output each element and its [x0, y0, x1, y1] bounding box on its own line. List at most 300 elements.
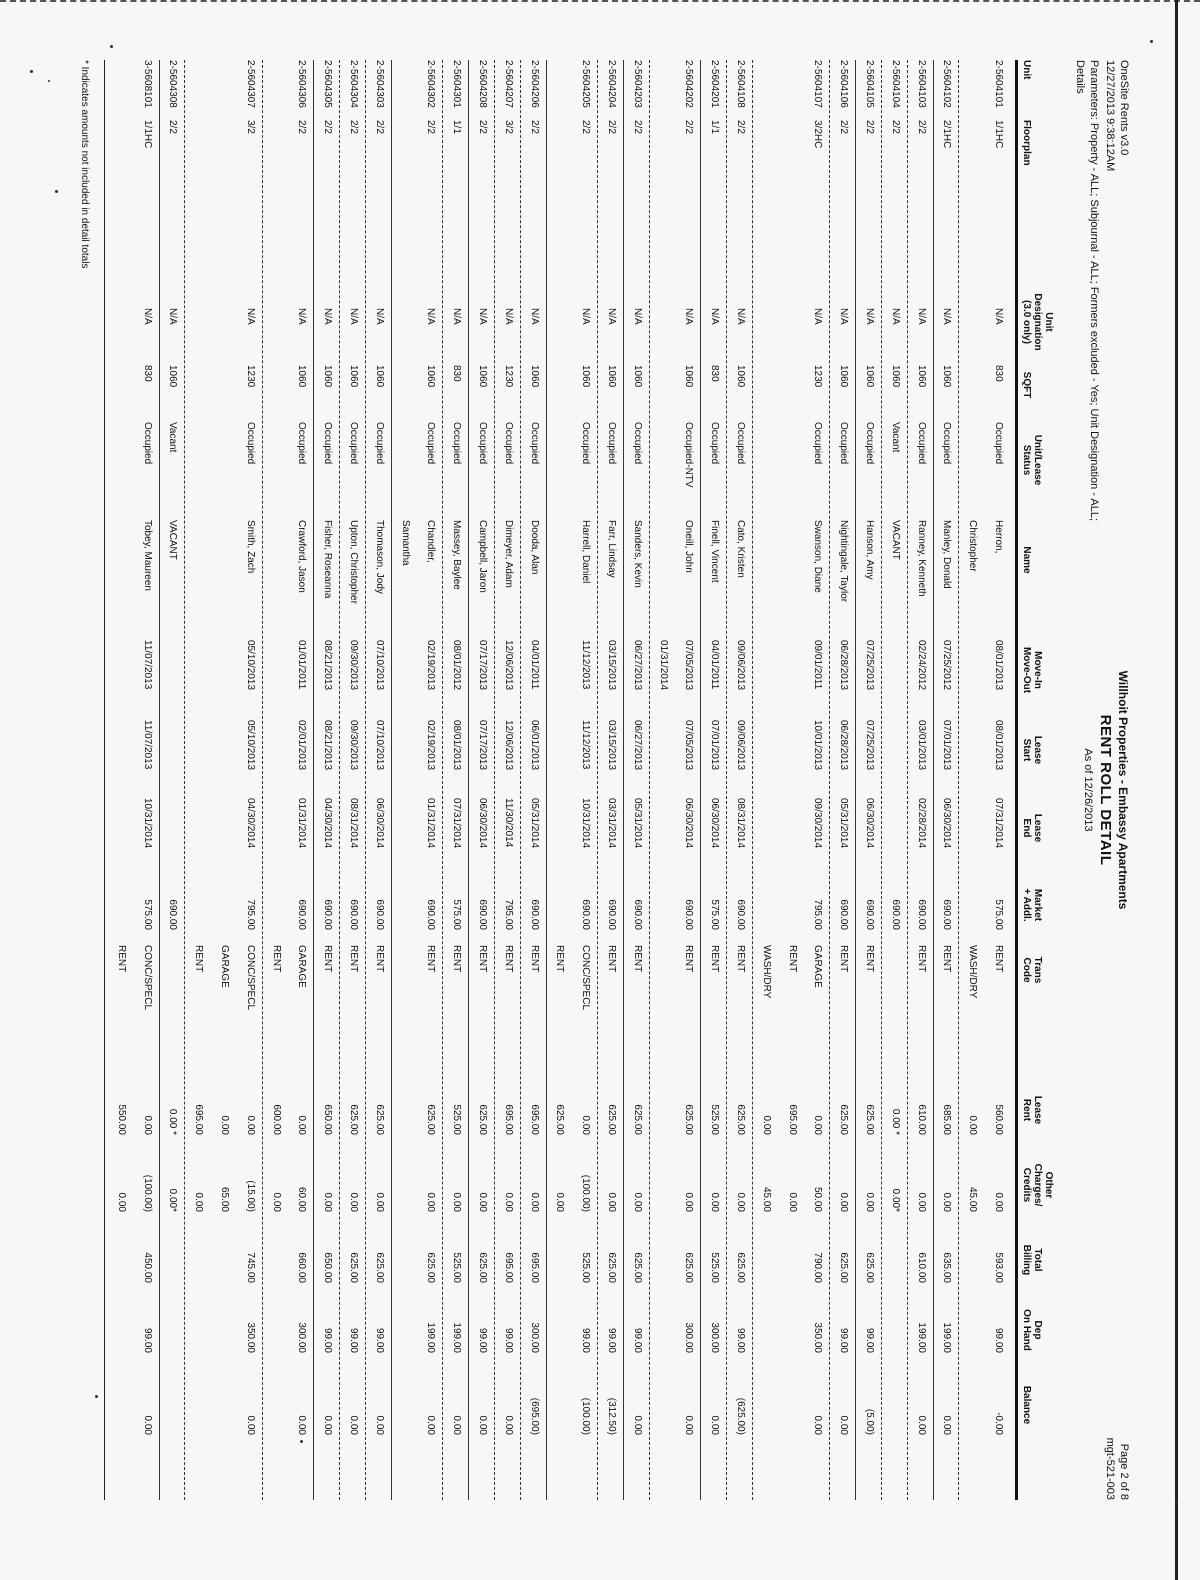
cell-des: N/A [838, 308, 850, 325]
cell-rent: 0.00 [219, 1115, 230, 1135]
cell-rent: 0.00 [296, 1115, 308, 1135]
cell-sqft: 1060 [322, 365, 334, 388]
cell-bal: 0.00 [348, 1415, 359, 1435]
cell-code: GARAGE [812, 945, 824, 988]
cell-fp: 2/2 [425, 120, 437, 134]
cell-bal: 0.00 [683, 1415, 695, 1435]
cell-bal: 0.00 [941, 1415, 953, 1435]
cell-des: N/A [941, 308, 953, 325]
cell-unit: 2-5604208 [477, 60, 488, 108]
cell-fp: 3/2 [502, 120, 514, 134]
cell-unit: 2-5604101 [993, 60, 1004, 108]
cell-name: Cato, Kristen [735, 520, 746, 578]
cell-name: Campbell, Jaron [477, 520, 488, 593]
cell-name: Sanders, Kevin [631, 520, 643, 588]
scan-speck [1150, 40, 1153, 43]
cell-mi: 07/05/2013 [683, 640, 695, 691]
col-status-line1: Unit/Lease [1032, 434, 1043, 486]
cell-status: Occupied [348, 422, 359, 465]
cell-rent: 525.00 [451, 1104, 463, 1135]
cell-fp: 2/2 [167, 120, 179, 134]
col-move-in [1021, 635, 1043, 705]
cell-unit: 2-5604301 [451, 60, 463, 108]
cell-dep: 99.00 [735, 1327, 746, 1353]
cell-mi: 02/24/2012 [915, 640, 927, 691]
scan-speck [55, 190, 58, 193]
cell-unit: 3-5608101 [141, 60, 153, 108]
cell-unit: 2-5604202 [683, 60, 695, 108]
cell-bal: 0.00 [425, 1415, 437, 1435]
cell-name: Dimeyer, Adam [502, 520, 514, 588]
cell-des: N/A [296, 308, 308, 325]
cell-rent: 695.00 [193, 1104, 205, 1135]
cell-fp: 2/2 [373, 120, 385, 134]
cell-code: RENT [786, 945, 798, 973]
cell-oth: 0.00 [322, 1192, 334, 1212]
cell-rent: 0.00 * [889, 1108, 901, 1135]
cell-code: RENT [683, 945, 695, 973]
cell-dep: 99.00 [141, 1327, 153, 1353]
scan-speck [95, 1395, 98, 1398]
cell-le: 03/31/2014 [606, 798, 617, 849]
cell-oth: 0.00 [193, 1192, 205, 1212]
cell-mkt: 690.00 [425, 899, 437, 930]
cell-unit: 2-5604302 [425, 60, 437, 108]
cell-oth: 65.00 [219, 1186, 230, 1212]
cell-des: N/A [244, 308, 256, 325]
cell-oth: 0.00 [786, 1192, 798, 1212]
cell-oth: 0.00 [915, 1192, 927, 1212]
cell-bal: 0.00 [373, 1415, 385, 1435]
cell-mi: 06/28/2013 [838, 640, 850, 691]
cell-oth: 0.00 [838, 1192, 850, 1212]
cell-oth: 50.00 [812, 1186, 824, 1212]
cell-status: Occupied [606, 422, 617, 465]
row-divider [520, 60, 521, 1500]
cell-sqft: 1060 [528, 365, 540, 388]
cell-le: 10/31/2014 [580, 798, 592, 849]
cell-dep: 199.00 [915, 1322, 927, 1353]
cell-oth: 0.00 [270, 1192, 282, 1212]
cell-rent: 695.00 [528, 1104, 540, 1135]
cell-mkt: 795.00 [812, 899, 824, 930]
cell-rent: 0.00 * [167, 1108, 179, 1135]
cell-ls: 05/10/2013 [244, 720, 256, 771]
cell-tot: 625.00 [425, 1252, 437, 1283]
cell-name: Hanson, Amy [864, 520, 875, 580]
cell-tot: 625.00 [348, 1252, 359, 1283]
cell-status: Vacant [889, 422, 901, 453]
cell-sqft: 1060 [631, 365, 643, 388]
cell-unit: 2-5604104 [889, 60, 901, 108]
scan-speck [300, 1440, 303, 1443]
cell-name: Thomason, Jody [373, 520, 385, 594]
row-divider [829, 60, 830, 1500]
cell-ls: 11/12/2013 [580, 720, 592, 770]
row-divider [365, 60, 366, 1500]
cell-dep: 99.00 [864, 1327, 875, 1353]
cell-oth: 0.00 [864, 1192, 875, 1212]
cell-mkt: 690.00 [915, 899, 927, 930]
scan-speck [30, 70, 33, 73]
cell-status: Occupied [993, 422, 1004, 465]
cell-des: N/A [580, 308, 592, 325]
cell-des: N/A [322, 308, 334, 325]
col-designation [1021, 282, 1054, 362]
cell-dep: 99.00 [838, 1327, 850, 1353]
cell-name: Samantha [399, 520, 411, 566]
scan-edge-right [1175, 0, 1178, 1580]
row-divider [262, 60, 263, 1500]
cell-unit: 2-5604108 [735, 60, 746, 108]
cell-le: 08/31/2014 [348, 798, 359, 849]
cell-sqft: 1230 [812, 365, 824, 388]
cell-fp: 2/2 [735, 120, 746, 134]
cell-unit: 2-5604203 [631, 60, 643, 108]
cell-code: CONC/SPECL [244, 945, 256, 1011]
col-lease-end-line2: End [1021, 818, 1032, 838]
cell-sqft: 1060 [606, 365, 617, 388]
cell-mi: 04/01/2011 [528, 640, 540, 690]
cell-bal: 0.00 [631, 1415, 643, 1435]
cell-bal: 0.00 [244, 1415, 256, 1435]
cell-mkt: 795.00 [244, 899, 256, 930]
cell-sqft: 1060 [838, 365, 850, 388]
cell-status: Occupied-NTV [683, 422, 695, 488]
cell-unit: 2-5604201 [709, 60, 721, 108]
cell-ls: 08/01/2013 [451, 720, 463, 771]
cell-le: 06/30/2014 [373, 798, 385, 849]
col-lease-rent-line1: Lease [1032, 1095, 1043, 1125]
cell-code: CONC/SPECL [580, 945, 592, 1011]
cell-mkt: 690.00 [373, 899, 385, 930]
cell-name: Fisher, Roseanna [322, 520, 334, 599]
cell-mi: 06/27/2013 [631, 640, 643, 691]
cell-mkt: 575.00 [451, 899, 463, 930]
cell-dep: 350.00 [244, 1322, 256, 1353]
col-deposit [1021, 1300, 1043, 1360]
row-divider [391, 60, 392, 1500]
cell-name: Manley, Donald [941, 520, 953, 589]
cell-tot: 525.00 [580, 1252, 592, 1283]
cell-code: RENT [993, 945, 1004, 973]
cell-tot: 450.00 [141, 1252, 153, 1283]
cell-le: 05/31/2014 [631, 798, 643, 849]
col-lease-rent [1021, 1080, 1043, 1140]
cell-le: 05/31/2014 [528, 798, 540, 849]
row-divider [159, 60, 160, 1500]
cell-bal: (100.00) [580, 1397, 592, 1435]
cell-des: N/A [373, 308, 385, 325]
cell-des: N/A [683, 308, 695, 325]
cell-name: Harrell, Daniel [580, 520, 592, 584]
cell-des: N/A [502, 308, 514, 325]
cell-bal: 0.00 [709, 1415, 721, 1435]
cell-tot: 610.00 [915, 1252, 927, 1283]
row-divider [700, 60, 701, 1500]
cell-oth: 0.00 [115, 1192, 127, 1212]
cell-mi: 01/01/2011 [296, 640, 308, 690]
cell-code: RENT [425, 945, 437, 973]
cell-rent: 0.00 [967, 1115, 979, 1135]
row-divider [442, 60, 443, 1500]
row-divider [623, 60, 624, 1500]
cell-code: RENT [838, 945, 850, 973]
cell-code: RENT [193, 945, 205, 973]
cell-bal: 0.00 [838, 1415, 850, 1435]
cell-sqft: 1060 [167, 365, 179, 388]
cell-rent: 625.00 [838, 1104, 850, 1135]
row-divider [313, 60, 314, 1500]
cell-fp: 2/2 [606, 120, 617, 134]
col-market-line2: + Addl. [1021, 888, 1032, 922]
col-other-line1: Other [1043, 1171, 1054, 1199]
col-lease-start-line1: Lease [1032, 735, 1043, 765]
cell-mi: 03/15/2013 [606, 640, 617, 691]
cell-le: 10/31/2014 [141, 798, 153, 849]
cell-fp: 2/2 [348, 120, 359, 134]
cell-tot: 660.00 [296, 1252, 308, 1283]
cell-unit: 2-5604103 [915, 60, 927, 108]
col-lease-start-line2: Start [1021, 738, 1032, 762]
cell-le: 05/31/2014 [838, 798, 850, 849]
cell-unit: 2-5604304 [348, 60, 359, 108]
cell-le: 07/31/2014 [993, 798, 1004, 849]
cell-name: Crawford, Jason [296, 520, 308, 593]
cell-fp: 2/2 [322, 120, 334, 134]
cell-code: RENT [915, 945, 927, 973]
row-divider [855, 60, 856, 1500]
col-move-in-line2: Move-Out [1021, 646, 1032, 694]
cell-mi: 11/07/2013 [141, 640, 153, 690]
cell-tot: 625.00 [631, 1252, 643, 1283]
cell-mi: 07/25/2013 [864, 640, 875, 691]
cell-oth: 60.00 [296, 1186, 308, 1212]
cell-status: Occupied [373, 422, 385, 465]
cell-name: Oneill, John [683, 520, 695, 573]
cell-code: WASH/DRY [967, 945, 979, 999]
cell-fp: 2/2 [631, 120, 643, 134]
cell-mkt: 575.00 [709, 899, 721, 930]
cell-oth: 0.00 [373, 1192, 385, 1212]
cell-mi: 09/06/2013 [735, 640, 746, 691]
cell-dep: 99.00 [502, 1327, 514, 1353]
cell-code: RENT [348, 945, 359, 973]
as-of-date: As of 12/26/2013 [1082, 748, 1094, 832]
cell-dep: 99.00 [580, 1327, 592, 1353]
cell-bal: 0.00 [322, 1415, 334, 1435]
cell-oth: 0.00* [167, 1188, 179, 1212]
cell-le: 04/30/2014 [322, 798, 334, 849]
cell-bal: 0.00 [477, 1415, 488, 1435]
cell-unit: 2-5604303 [373, 60, 385, 108]
cell-code: RENT [864, 945, 875, 973]
col-other-line2: Charges/ [1032, 1163, 1043, 1207]
cell-rent: 625.00 [348, 1104, 359, 1135]
cell-name: Finell, Vincent [709, 520, 721, 583]
cell-fp: 2/2 [296, 120, 308, 134]
cell-status: Vacant [167, 422, 179, 453]
cell-code: RENT [373, 945, 385, 973]
cell-ls: 06/01/2013 [528, 720, 540, 771]
cell-code: RENT [451, 945, 463, 973]
scan-speck [110, 45, 113, 48]
cell-mkt: 690.00 [864, 899, 875, 930]
cell-dep: 99.00 [477, 1327, 488, 1353]
cell-sqft: 830 [451, 365, 463, 382]
cell-sqft: 1060 [915, 365, 927, 388]
cell-name: Dooda, Alan [528, 520, 540, 575]
page-number: Page 2 of 8 [1118, 1443, 1130, 1500]
col-status-line2: Status [1021, 444, 1032, 476]
cell-dep: 99.00 [348, 1327, 359, 1353]
company-name: Willhoit Properties - Embassy Apartments [1116, 670, 1130, 910]
cell-le: 08/31/2014 [735, 798, 746, 849]
cell-le: 01/31/2014 [296, 798, 308, 849]
row-divider [881, 60, 882, 1500]
cell-ls: 07/05/2013 [683, 720, 695, 771]
cell-unit: 2-5604204 [606, 60, 617, 108]
cell-status: Occupied [864, 422, 875, 465]
col-dep-line1: Dep [1032, 1320, 1043, 1340]
cell-code: RENT [554, 945, 566, 973]
cell-name: Ranney, Kenneth [915, 520, 927, 597]
scan-speck [1175, 1500, 1178, 1503]
col-market-line1: Market [1032, 888, 1043, 922]
cell-tot: 625.00 [838, 1252, 850, 1283]
cell-dep: 300.00 [296, 1322, 308, 1353]
cell-mi: 02/19/2013 [425, 640, 437, 691]
cell-oth: 0.00* [889, 1188, 901, 1212]
row-divider [468, 60, 469, 1500]
cell-status: Occupied [502, 422, 514, 465]
cell-des: N/A [477, 308, 488, 325]
cell-mkt: 690.00 [735, 899, 746, 930]
cell-bal: 0.00 [451, 1415, 463, 1435]
cell-rent: 0.00 [812, 1115, 824, 1135]
cell-dep: 300.00 [683, 1322, 695, 1353]
cell-mi: 12/06/2013 [502, 640, 514, 691]
cell-name: Smith, Zach [244, 520, 256, 574]
cell-sqft: 1060 [348, 365, 359, 388]
cell-tot: 650.00 [322, 1252, 334, 1283]
cell-sqft: 1230 [244, 365, 256, 388]
cell-rent: 625.00 [683, 1104, 695, 1135]
cell-tot: 635.00 [941, 1252, 953, 1283]
cell-fp: 2/2 [683, 120, 695, 134]
cell-ls: 08/01/2013 [993, 720, 1004, 771]
cell-bal: 0.00 [915, 1415, 927, 1435]
cell-rent: 610.00 [915, 1104, 927, 1135]
cell-mkt: 690.00 [631, 899, 643, 930]
cell-dep: 350.00 [812, 1322, 824, 1353]
cell-tot: 625.00 [477, 1252, 488, 1283]
cell-oth: 0.00 [348, 1192, 359, 1212]
cell-tot: 525.00 [709, 1252, 721, 1283]
cell-code: RENT [115, 945, 127, 973]
cell-sqft: 1060 [296, 365, 308, 388]
cell-dep: 300.00 [528, 1322, 540, 1353]
cell-name: Tobey, Maureen [141, 520, 153, 591]
cell-fp: 2/2 [915, 120, 927, 134]
cell-dep: 99.00 [322, 1327, 334, 1353]
cell-sqft: 1060 [864, 365, 875, 388]
cell-name: Christopher [967, 520, 979, 572]
cell-name: Nightingale, Taylor [838, 520, 850, 603]
cell-fp: 2/2 [889, 120, 901, 134]
cell-rent: 550.00 [115, 1104, 127, 1135]
cell-code: RENT [631, 945, 643, 973]
cell-rent: 0.00 [580, 1115, 592, 1135]
cell-des: N/A [425, 308, 437, 325]
cell-mi: 09/30/2013 [348, 640, 359, 691]
cell-ls: 12/06/2013 [502, 720, 514, 771]
cell-tot: 593.00 [993, 1252, 1004, 1283]
cell-sqft: 1060 [373, 365, 385, 388]
cell-status: Occupied [631, 422, 643, 465]
cell-dep: 99.00 [631, 1327, 643, 1353]
cell-status: Occupied [141, 422, 153, 465]
cell-oth: 0.00 [451, 1192, 463, 1212]
cell-name: Upton, Christopher [348, 520, 359, 604]
col-dep-line2: On Hand [1021, 1309, 1032, 1351]
cell-mkt: 690.00 [322, 899, 334, 930]
cell-fp: 1/1HC [141, 120, 153, 149]
cell-name: VACANT [889, 520, 901, 560]
cell-dep: 199.00 [451, 1322, 463, 1353]
cell-fp: 1/1 [709, 120, 721, 134]
row-divider [752, 60, 753, 1500]
col-unit: Unit [1021, 60, 1032, 80]
row-divider [494, 60, 495, 1500]
cell-code: RENT [941, 945, 953, 973]
col-trans-code [1021, 940, 1043, 1000]
cell-unit: 2-5604307 [244, 60, 256, 108]
cell-ls: 02/19/2013 [425, 720, 437, 771]
cell-status: Occupied [580, 422, 592, 465]
cell-fp: 1/1 [451, 120, 463, 134]
cell-mi: 01/31/2014 [657, 640, 669, 691]
cell-dep: 199.00 [425, 1322, 437, 1353]
cell-code: GARAGE [219, 945, 230, 988]
cell-status: Occupied [425, 422, 437, 465]
table-end-rule [104, 60, 105, 1500]
cell-mi: 09/01/2011 [812, 640, 824, 690]
software-version: OneSite Rents v3.0 [1118, 60, 1130, 156]
cell-fp: 3/2HC [812, 120, 824, 149]
section-label: Details [1074, 60, 1086, 94]
cell-code: RENT [735, 945, 746, 973]
col-balance: Balance [1021, 1385, 1032, 1425]
cell-ls: 07/01/2013 [709, 720, 721, 771]
cell-bal: (312.50) [606, 1397, 617, 1435]
cell-mkt: 575.00 [141, 899, 153, 930]
cell-rent: 625.00 [477, 1104, 488, 1135]
cell-fp: 2/1HC [941, 120, 953, 149]
cell-status: Occupied [244, 422, 256, 465]
cell-rent: 0.00 [141, 1115, 153, 1135]
cell-le: 06/30/2014 [864, 798, 875, 849]
cell-tot: 625.00 [683, 1252, 695, 1283]
cell-mi: 08/01/2013 [993, 640, 1004, 691]
col-sqft: SQFT [1021, 371, 1032, 399]
cell-des: N/A [915, 308, 927, 325]
cell-sqft: 1230 [502, 365, 514, 388]
cell-le: 01/31/2014 [425, 798, 437, 849]
cell-dep: 99.00 [606, 1327, 617, 1353]
row-divider [339, 60, 340, 1500]
cell-le: 09/30/2014 [812, 798, 824, 849]
